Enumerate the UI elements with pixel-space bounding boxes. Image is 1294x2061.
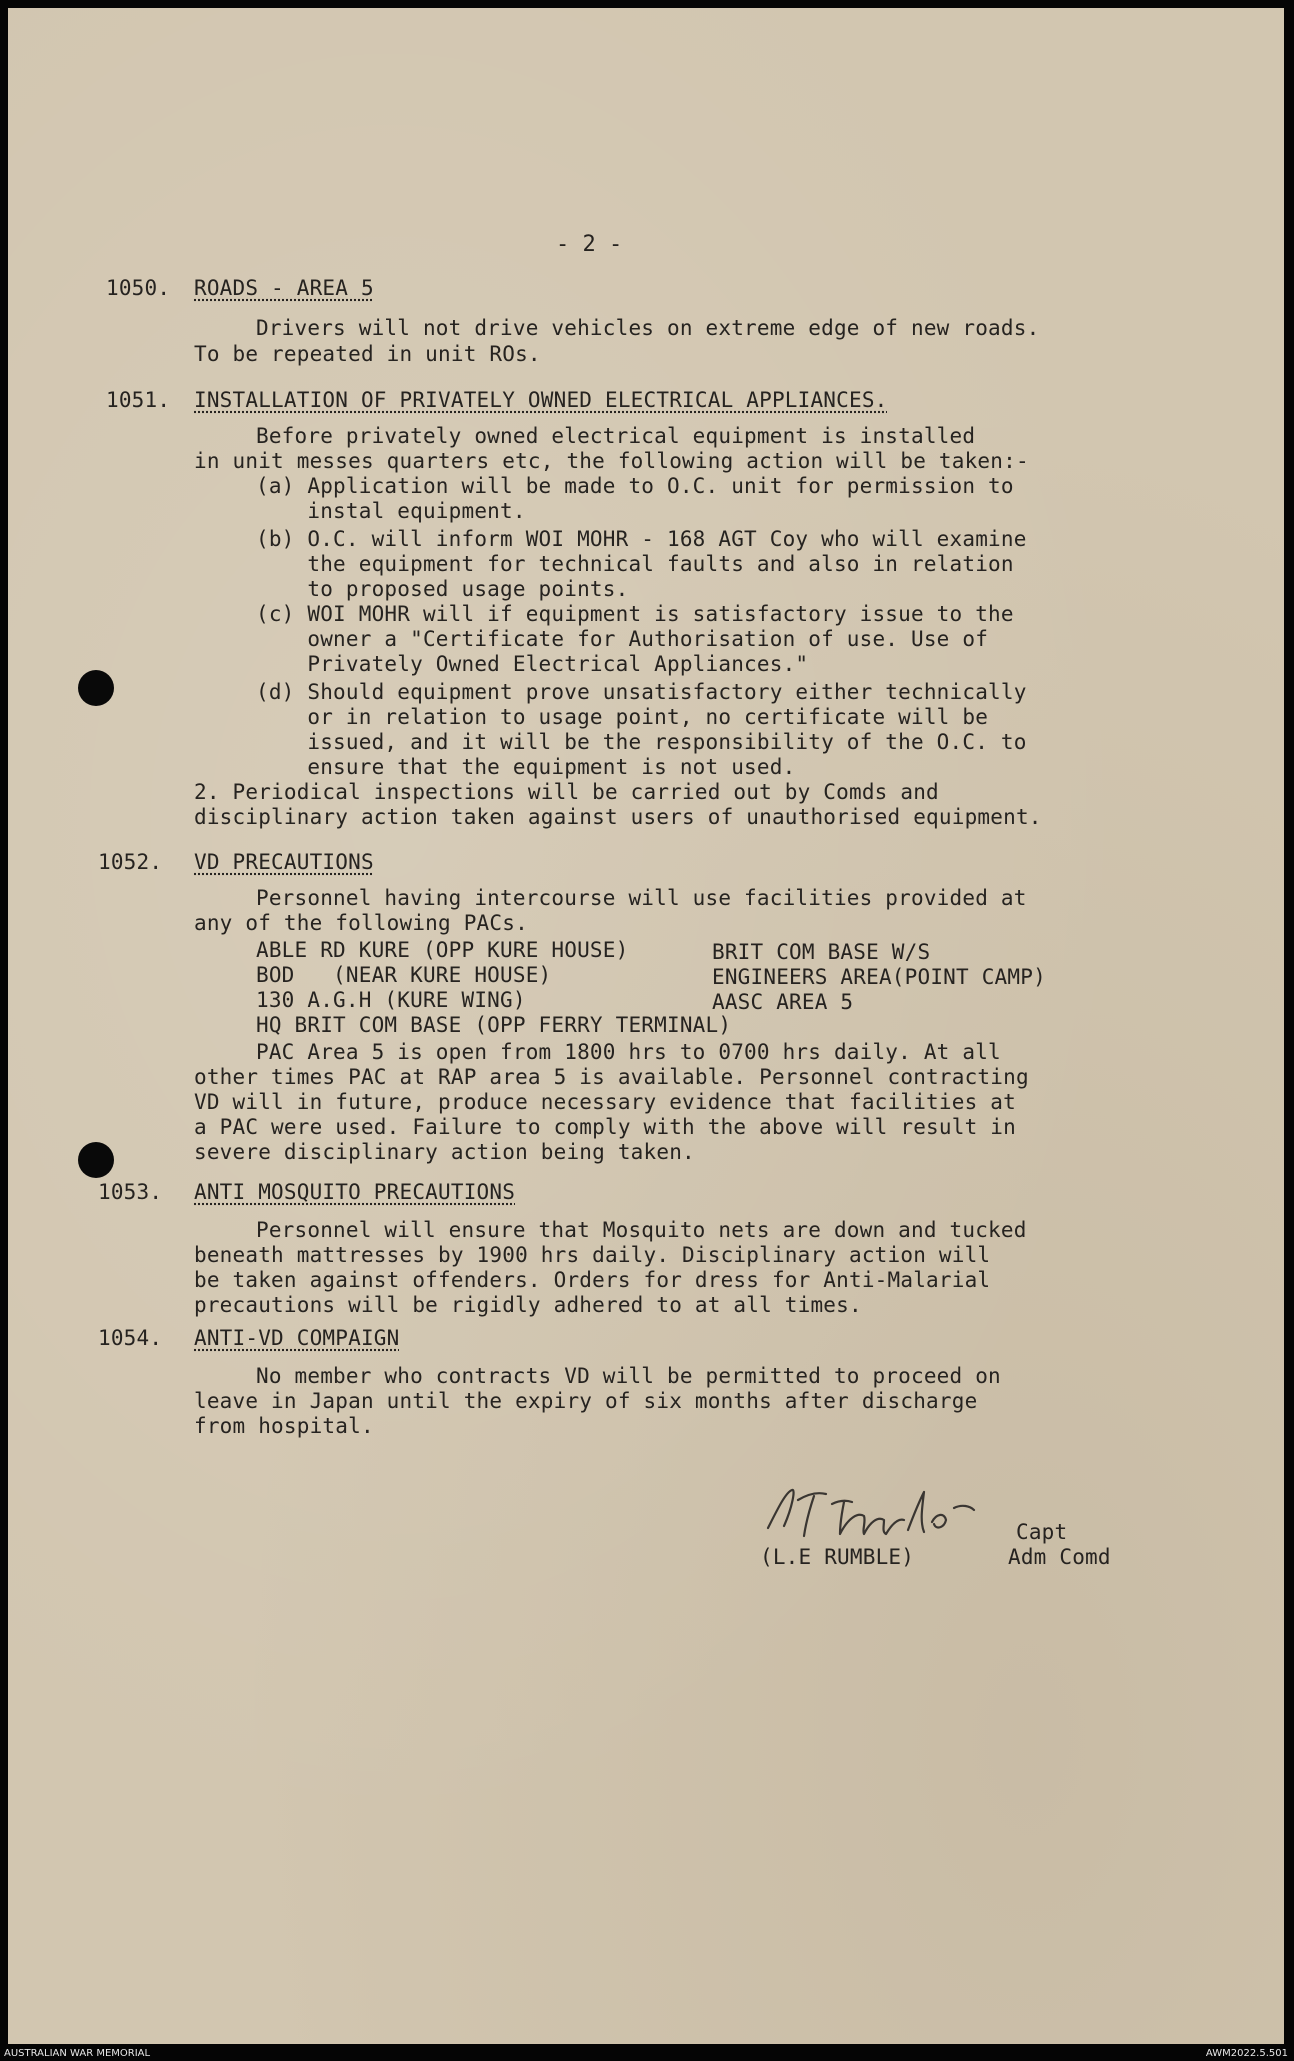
body-line: beneath mattresses by 1900 hrs daily. Disciplinary action will <box>194 1243 991 1267</box>
list-item: or in relation to usage point, no certificate will be <box>256 705 989 729</box>
pac-location: 130 A.G.H (KURE WING) <box>256 988 526 1012</box>
body-line: Before privately owned electrical equipment is installed <box>256 424 976 448</box>
body-line: Drivers will not drive vehicles on extreme edge of new roads. <box>256 316 1040 340</box>
body-line: PAC Area 5 is open from 1800 hrs to 0700 hrs daily. At all <box>256 1040 1001 1064</box>
body-line: disciplinary action taken against users of unauthorised equipment. <box>194 805 1042 829</box>
section-number: 1051. <box>106 388 171 412</box>
body-line: precautions will be rigidly adhered to at all times. <box>194 1293 862 1317</box>
body-line: leave in Japan until the expiry of six months after discharge <box>194 1389 978 1413</box>
section-heading: ANTI-VD COMPAIGN <box>194 1326 400 1350</box>
list-item: (b) O.C. will inform WOI MOHR - 168 AGT Coy who will examine <box>256 527 1027 551</box>
body-line: other times PAC at RAP area 5 is available. Personnel contracting <box>194 1065 1029 1089</box>
list-item: the equipment for technical faults and also in relation <box>256 552 1014 576</box>
pac-location: ENGINEERS AREA(POINT CAMP) <box>712 965 1046 989</box>
pac-location: BOD (NEAR KURE HOUSE) <box>256 963 552 987</box>
pac-location: BRIT COM BASE W/S <box>712 940 931 964</box>
signatory-rank: Capt <box>1016 1520 1068 1544</box>
document-page <box>8 8 1284 2044</box>
body-line: VD will in future, produce necessary evidence that facilities at <box>194 1090 1016 1114</box>
section-heading: VD PRECAUTIONS <box>194 850 374 874</box>
list-item: (c) WOI MOHR will if equipment is satisfactory issue to the <box>256 602 1014 626</box>
body-line: Personnel will ensure that Mosquito nets are down and tucked <box>256 1218 1027 1242</box>
list-item: issued, and it will be the responsibility of the O.C. to <box>256 730 1027 754</box>
list-item: ensure that the equipment is not used. <box>256 755 796 779</box>
section-heading: INSTALLATION OF PRIVATELY OWNED ELECTRICAL APPLIANCES. <box>194 388 888 412</box>
footer-credit: AUSTRALIAN WAR MEMORIAL <box>4 2048 151 2059</box>
body-line: from hospital. <box>194 1414 374 1438</box>
section-number: 1054. <box>98 1326 163 1350</box>
body-line: No member who contracts VD will be permitted to proceed on <box>256 1364 1001 1388</box>
list-item: owner a "Certificate for Authorisation of use. Use of <box>256 627 989 651</box>
body-line: 2. Periodical inspections will be carried out by Comds and <box>194 780 939 804</box>
list-item: (d) Should equipment prove unsatisfactory either technically <box>256 680 1027 704</box>
list-item: to proposed usage points. <box>256 577 629 601</box>
section-number: 1052. <box>98 850 163 874</box>
body-line: in unit messes quarters etc, the following action will be taken:- <box>194 449 1029 473</box>
list-item: Privately Owned Electrical Appliances." <box>256 652 809 676</box>
body-line: severe disciplinary action being taken. <box>194 1140 695 1164</box>
signatory-name: (L.E RUMBLE) <box>760 1545 915 1569</box>
list-item: instal equipment. <box>256 499 526 523</box>
page-number: - 2 - <box>556 232 623 257</box>
handwritten-signature <box>748 1478 1048 1548</box>
body-line: a PAC were used. Failure to comply with the above will result in <box>194 1115 1016 1139</box>
signatory-appointment: Adm Comd <box>1008 1545 1111 1569</box>
body-line: be taken against offenders. Orders for dress for Anti-Malarial <box>194 1268 991 1292</box>
list-item: (a) Application will be made to O.C. unit for permission to <box>256 474 1014 498</box>
punch-hole-bottom <box>78 1142 114 1178</box>
pac-location: ABLE RD KURE (OPP KURE HOUSE) <box>256 938 629 962</box>
body-line: To be repeated in unit ROs. <box>194 342 541 366</box>
section-heading: ROADS - AREA 5 <box>194 276 374 300</box>
pac-location: AASC AREA 5 <box>712 990 854 1014</box>
section-number: 1050. <box>106 276 171 300</box>
body-line: any of the following PACs. <box>194 911 528 935</box>
section-heading: ANTI MOSQUITO PRECAUTIONS <box>194 1180 516 1204</box>
pac-location: HQ BRIT COM BASE (OPP FERRY TERMINAL) <box>256 1013 732 1037</box>
punch-hole-top <box>78 670 114 706</box>
footer-accession-number: AWM2022.5.501 <box>1205 2048 1288 2059</box>
section-number: 1053. <box>98 1180 163 1204</box>
body-line: Personnel having intercourse will use facilities provided at <box>256 886 1027 910</box>
